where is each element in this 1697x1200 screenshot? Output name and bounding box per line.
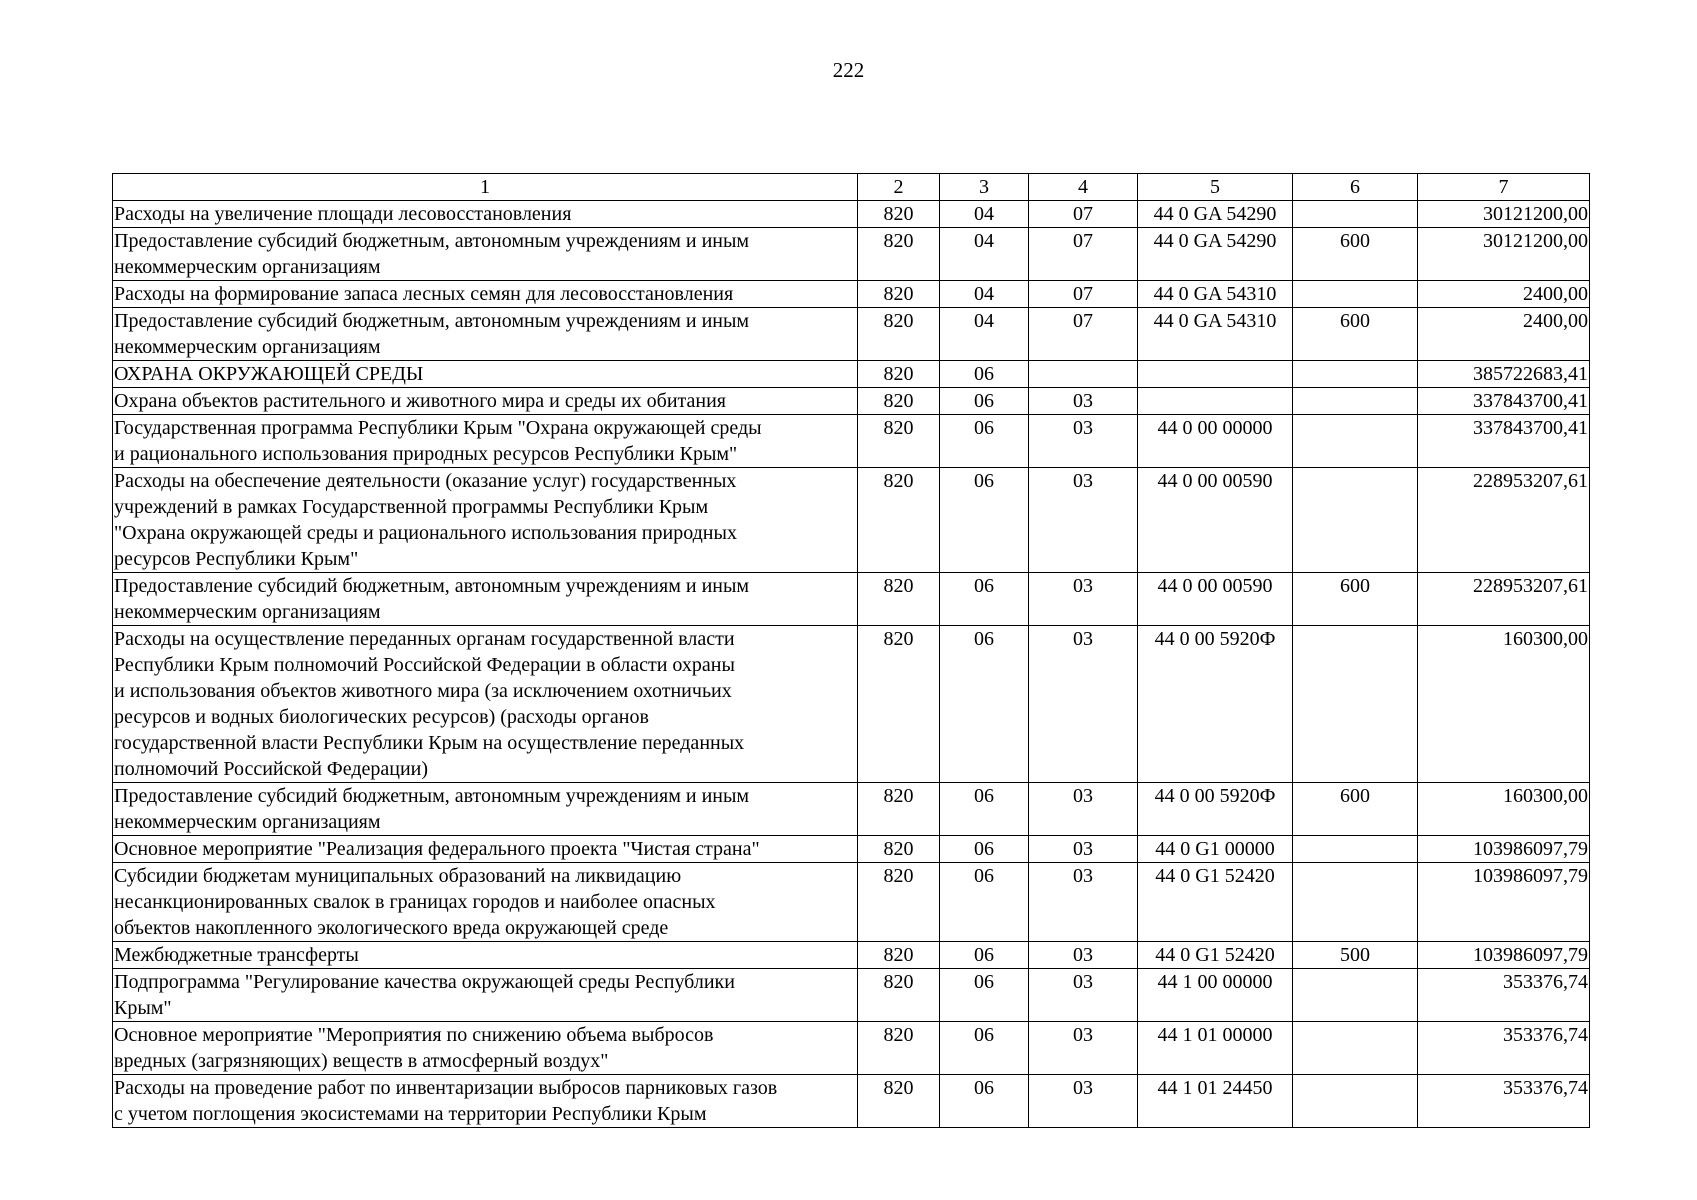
target-article-code: 44 1 00 00000 (1138, 969, 1293, 1022)
subsection-code: 07 (1029, 228, 1138, 281)
section-code: 06 (940, 626, 1029, 783)
amount: 103986097,79 (1418, 942, 1590, 969)
amount: 385722683,41 (1418, 361, 1590, 388)
section-code: 06 (940, 388, 1029, 415)
expense-type-code (1293, 201, 1418, 228)
expense-type-code (1293, 388, 1418, 415)
subsection-code (1029, 361, 1138, 388)
amount: 103986097,79 (1418, 863, 1590, 942)
subsection-code: 07 (1029, 201, 1138, 228)
expense-name: Подпрограмма "Регулирование качества окружающей среды Республики Крым" (113, 969, 858, 1022)
target-article-code: 44 1 01 24450 (1138, 1075, 1293, 1128)
table-row (113, 228, 1590, 281)
expense-type-code (1293, 863, 1418, 942)
subsection-code: 03 (1029, 388, 1138, 415)
expense-name: Предоставление субсидий бюджетным, автономным учреждениям и иным некоммерческим организациям (113, 308, 858, 361)
ministry-code: 820 (858, 281, 940, 308)
amount: 2400,00 (1418, 281, 1590, 308)
table-row (113, 1075, 1590, 1128)
column-number: 5 (1138, 174, 1293, 201)
expense-type-code: 600 (1293, 783, 1418, 836)
amount: 2400,00 (1418, 308, 1590, 361)
ministry-code: 820 (858, 361, 940, 388)
table-row (113, 1022, 1590, 1075)
ministry-code: 820 (858, 468, 940, 573)
section-code: 06 (940, 573, 1029, 626)
subsection-code: 03 (1029, 863, 1138, 942)
amount: 160300,00 (1418, 783, 1590, 836)
target-article-code: 44 0 00 5920Ф (1138, 783, 1293, 836)
target-article-code (1138, 361, 1293, 388)
amount: 30121200,00 (1418, 201, 1590, 228)
expense-name: Предоставление субсидий бюджетным, автономным учреждениям и иным некоммерческим организациям (113, 228, 858, 281)
expense-type-code: 600 (1293, 308, 1418, 361)
ministry-code: 820 (858, 388, 940, 415)
expense-name: Государственная программа Республики Крым "Охрана окружающей среды и рационального использования природных ресурсов Республики Крым" (113, 415, 858, 468)
ministry-code: 820 (858, 1075, 940, 1128)
target-article-code: 44 0 00 00590 (1138, 573, 1293, 626)
expense-type-code (1293, 836, 1418, 863)
table-row (113, 468, 1590, 573)
subsection-code: 03 (1029, 573, 1138, 626)
column-number: 4 (1029, 174, 1138, 201)
section-code: 06 (940, 863, 1029, 942)
expense-type-code: 600 (1293, 228, 1418, 281)
amount: 160300,00 (1418, 626, 1590, 783)
column-number: 7 (1418, 174, 1590, 201)
amount: 228953207,61 (1418, 468, 1590, 573)
section-code: 04 (940, 281, 1029, 308)
expense-name: Расходы на обеспечение деятельности (оказание услуг) государственных учреждений в рамках Государственной программы Республики Крым "Охрана окружающей среды и рационального использования природных ресурсов Республики Крым" (113, 468, 858, 573)
target-article-code: 44 0 00 00590 (1138, 468, 1293, 573)
target-article-code: 44 0 GA 54290 (1138, 201, 1293, 228)
section-code: 04 (940, 308, 1029, 361)
expense-type-code: 600 (1293, 573, 1418, 626)
amount: 103986097,79 (1418, 836, 1590, 863)
expense-name: Расходы на увеличение площади лесовосстановления (113, 201, 858, 228)
amount: 353376,74 (1418, 1075, 1590, 1128)
expense-type-code: 500 (1293, 942, 1418, 969)
amount: 353376,74 (1418, 969, 1590, 1022)
section-code: 06 (940, 836, 1029, 863)
subsection-code: 07 (1029, 281, 1138, 308)
ministry-code: 820 (858, 783, 940, 836)
section-code: 06 (940, 1022, 1029, 1075)
expense-type-code (1293, 1075, 1418, 1128)
table-row (113, 201, 1590, 228)
expense-name: Охрана объектов растительного и животного мира и среды их обитания (113, 388, 858, 415)
target-article-code (1138, 388, 1293, 415)
section-code: 04 (940, 201, 1029, 228)
page-number: 222 (832, 58, 865, 82)
expense-type-code (1293, 415, 1418, 468)
column-number: 3 (940, 174, 1029, 201)
table-row (113, 361, 1590, 388)
target-article-code: 44 0 G1 52420 (1138, 863, 1293, 942)
subsection-code: 03 (1029, 969, 1138, 1022)
expense-name: Межбюджетные трансферты (113, 942, 858, 969)
column-number: 6 (1293, 174, 1418, 201)
subsection-code: 03 (1029, 1022, 1138, 1075)
target-article-code: 44 0 GA 54310 (1138, 281, 1293, 308)
expense-name: Субсидии бюджетам муниципальных образований на ликвидацию несанкционированных свалок в границах городов и наиболее опасных объектов накопленного экологического вреда окружающей среде (113, 863, 858, 942)
table-row (113, 573, 1590, 626)
expense-type-code (1293, 626, 1418, 783)
expense-type-code (1293, 1022, 1418, 1075)
target-article-code: 44 0 G1 00000 (1138, 836, 1293, 863)
column-number: 1 (113, 174, 858, 201)
table-row (113, 836, 1590, 863)
table-row (113, 626, 1590, 783)
subsection-code: 03 (1029, 468, 1138, 573)
expense-type-code (1293, 361, 1418, 388)
ministry-code: 820 (858, 201, 940, 228)
expense-name: Предоставление субсидий бюджетным, автономным учреждениям и иным некоммерческим организациям (113, 783, 858, 836)
section-code: 06 (940, 468, 1029, 573)
ministry-code: 820 (858, 836, 940, 863)
ministry-code: 820 (858, 415, 940, 468)
target-article-code: 44 0 G1 52420 (1138, 942, 1293, 969)
amount: 337843700,41 (1418, 388, 1590, 415)
ministry-code: 820 (858, 969, 940, 1022)
subsection-code: 03 (1029, 942, 1138, 969)
ministry-code: 820 (858, 228, 940, 281)
table-row (113, 863, 1590, 942)
subsection-code: 07 (1029, 308, 1138, 361)
expense-name: Расходы на проведение работ по инвентаризации выбросов парниковых газов с учетом поглощения экосистемами на территории Республики Крым (113, 1075, 858, 1128)
expense-name: ОХРАНА ОКРУЖАЮЩЕЙ СРЕДЫ (113, 361, 858, 388)
section-code: 06 (940, 969, 1029, 1022)
target-article-code: 44 0 GA 54290 (1138, 228, 1293, 281)
ministry-code: 820 (858, 863, 940, 942)
subsection-code: 03 (1029, 1075, 1138, 1128)
section-code: 06 (940, 783, 1029, 836)
table-row (113, 969, 1590, 1022)
section-code: 06 (940, 942, 1029, 969)
column-number-row (113, 174, 1590, 201)
amount: 30121200,00 (1418, 228, 1590, 281)
expense-type-code (1293, 281, 1418, 308)
table-row (113, 308, 1590, 361)
table-row (113, 388, 1590, 415)
section-code: 04 (940, 228, 1029, 281)
expense-name: Предоставление субсидий бюджетным, автономным учреждениям и иным некоммерческим организациям (113, 573, 858, 626)
ministry-code: 820 (858, 626, 940, 783)
table-row (113, 415, 1590, 468)
expense-type-code (1293, 468, 1418, 573)
expense-type-code (1293, 969, 1418, 1022)
table-row (113, 783, 1590, 836)
expense-name: Расходы на формирование запаса лесных семян для лесовосстановления (113, 281, 858, 308)
expense-name: Расходы на осуществление переданных органам государственной власти Республики Крым полномочий Российской Федерации в области охраны и использования объектов животного мира (за исключением охотничьих ресурсов и водных биологических ресурсов) (расходы органов государственной власти Республики Крым на осуществление переданных полномочий Российской Федерации) (113, 626, 858, 783)
target-article-code: 44 0 00 5920Ф (1138, 626, 1293, 783)
section-code: 06 (940, 1075, 1029, 1128)
subsection-code: 03 (1029, 626, 1138, 783)
expense-name: Основное мероприятие "Мероприятия по снижению объема выбросов вредных (загрязняющих) веществ в атмосферный воздух" (113, 1022, 858, 1075)
budget-table (112, 173, 1590, 1128)
ministry-code: 820 (858, 942, 940, 969)
ministry-code: 820 (858, 573, 940, 626)
amount: 228953207,61 (1418, 573, 1590, 626)
subsection-code: 03 (1029, 783, 1138, 836)
target-article-code: 44 0 GA 54310 (1138, 308, 1293, 361)
target-article-code: 44 0 00 00000 (1138, 415, 1293, 468)
target-article-code: 44 1 01 00000 (1138, 1022, 1293, 1075)
amount: 337843700,41 (1418, 415, 1590, 468)
amount: 353376,74 (1418, 1022, 1590, 1075)
section-code: 06 (940, 361, 1029, 388)
table-row (113, 942, 1590, 969)
subsection-code: 03 (1029, 836, 1138, 863)
column-number: 2 (858, 174, 940, 201)
ministry-code: 820 (858, 1022, 940, 1075)
expense-name: Основное мероприятие "Реализация федерального проекта "Чистая страна" (113, 836, 858, 863)
subsection-code: 03 (1029, 415, 1138, 468)
ministry-code: 820 (858, 308, 940, 361)
table-row (113, 281, 1590, 308)
section-code: 06 (940, 415, 1029, 468)
